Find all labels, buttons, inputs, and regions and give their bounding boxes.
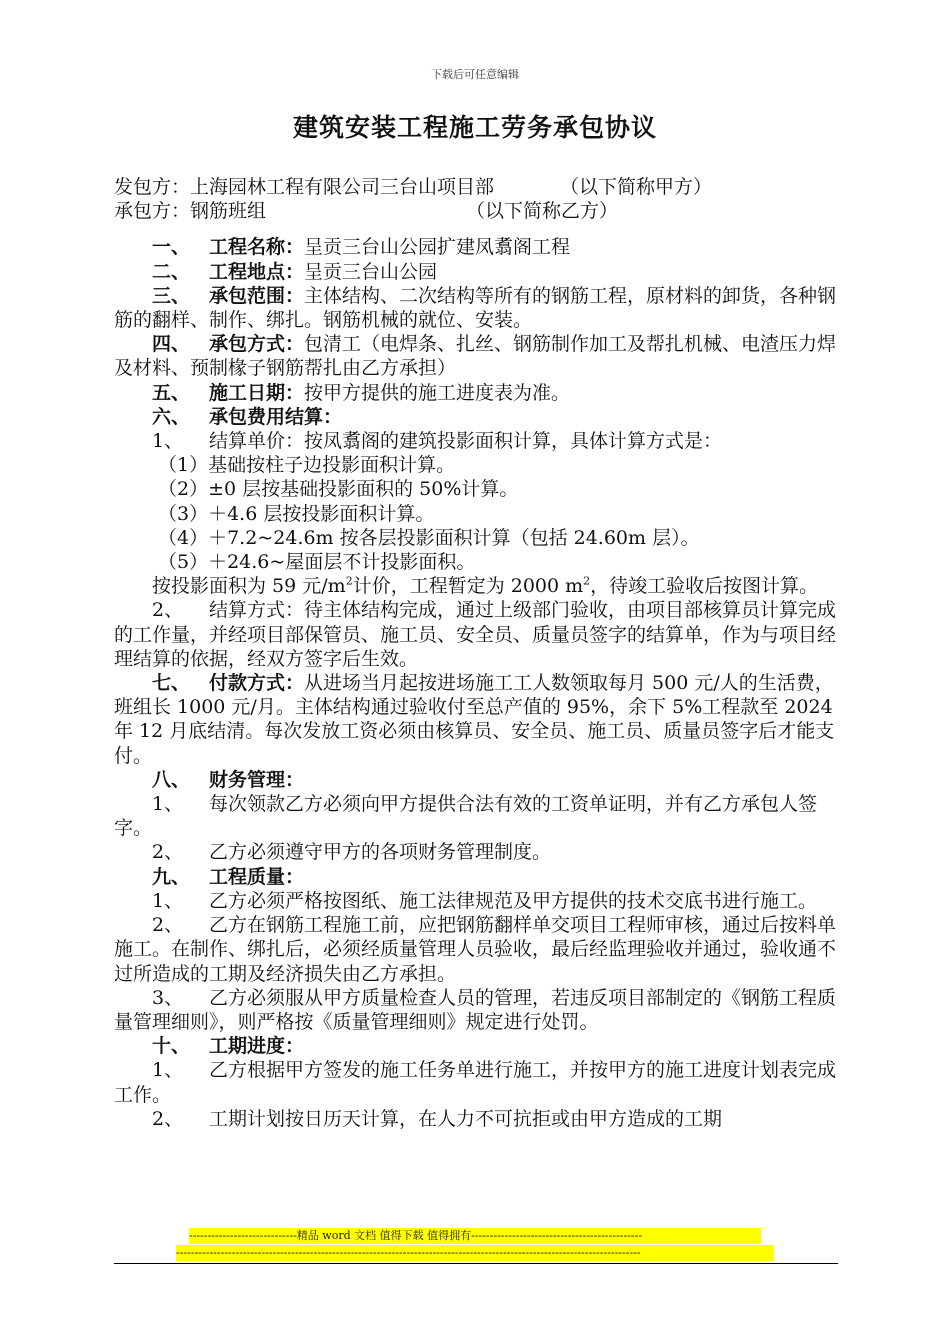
item-text: 乙方必须严格按图纸、施工法律规范及甲方提供的技术交底书进行施工。 (209, 889, 818, 912)
item-text: 乙方必须遵守甲方的各项财务管理制度。 (209, 841, 552, 864)
party-a-line (114, 175, 838, 199)
item-text: 乙方在钢筋工程施工前，应把钢筋翻样单交项目工程师审核，通过后按料单施工。在制作、绑扎后，必须经质量管理人员验收，最后经监理验收并通过，验收通不过所造成的工期及经济损失由乙方承担。 (114, 914, 837, 985)
section-9-item-1 (114, 889, 838, 913)
section-heading: 承包方式： (209, 333, 305, 356)
section-9-item-3 (114, 986, 838, 1034)
price-text-a: 按投影面积为 59 元/m (152, 575, 346, 598)
section-6-item-2 (114, 598, 838, 671)
section-number: 一、 (152, 236, 191, 259)
section-heading: 施工日期： (209, 381, 305, 404)
section-heading: 财务管理： (209, 768, 305, 791)
section-9-item-2 (114, 913, 838, 986)
section-number: 七、 (152, 672, 191, 695)
section-text: 呈贡三台山公园 (304, 260, 438, 283)
section-6-sub-3: （3）＋4.6 层按投影面积计算。 (158, 502, 435, 525)
section-text: 从进场当月起按进场施工工人数领取每月 500 元/人的生活费，班组长 1000 元/月。主体结构通过验收付至总产值的 95%，余下 5%工程款至 2024 年 12 月底结清。每次发放工资必须由核算员、安全员、施工员、质量员签字后才能支付。 (114, 672, 835, 767)
section-heading: 工程地点： (209, 260, 305, 283)
section-6-price (114, 574, 838, 598)
party-a-note: （以下简称甲方） (560, 176, 713, 198)
section-heading: 工程名称： (209, 236, 305, 259)
party-b-note: （以下简称乙方） (466, 200, 619, 223)
section-10-item-1 (114, 1058, 838, 1106)
price-text-c: ，待竣工验收后按图计算。 (590, 575, 819, 598)
section-heading: 工期进度： (209, 1035, 305, 1058)
section-6-sub-5: （5）＋24.6~屋面层不计投影面积。 (158, 551, 476, 574)
section-number: 四、 (152, 333, 191, 356)
section-number: 八、 (152, 768, 191, 791)
section-7 (114, 671, 838, 768)
section-6-sub-4: （4）＋7.2~24.6m 按各层投影面积计算（包括 24.60m 层）。 (158, 526, 700, 549)
section-text: 呈贡三台山公园扩建凤翥阁工程 (304, 236, 571, 259)
section-6-item-1 (114, 429, 838, 453)
section-6-sub-2: （2）±0 层按基础投影面积的 50%计算。 (158, 478, 519, 501)
item-number: 2、 (152, 599, 184, 622)
item-number: 1、 (152, 1059, 184, 1082)
section-10 (114, 1034, 838, 1058)
item-text: 乙方必须服从甲方质量检查人员的管理，若违反项目部制定的《钢筋工程质量管理细则》，则严格按《质量管理细则》规定进行处罚。 (114, 986, 837, 1033)
section-4 (114, 332, 838, 380)
section-heading: 付款方式： (209, 672, 305, 695)
document-title: 建筑安装工程施工劳务承包协议 (292, 113, 657, 142)
party-b: 承包方：钢筋班组 (114, 200, 267, 223)
section-5 (114, 381, 838, 405)
section-number: 五、 (152, 381, 191, 404)
section-6-sub-1: （1）基础按柱子边投影面积计算。 (158, 454, 456, 477)
section-10-item-2 (114, 1107, 838, 1131)
superscript: 2 (583, 574, 591, 588)
item-number: 1、 (152, 430, 184, 453)
document-body (114, 175, 838, 1131)
item-text: 结算单价：按凤翥阁的建筑投影面积计算，具体计算方式是： (209, 430, 723, 453)
footer-watermark-line-1: -----------------------------精品 word 文档 值得下载 值得拥有---------------------------------------------- (189, 1228, 761, 1244)
party-a: 发包方：上海园林工程有限公司三台山项目部 (114, 176, 495, 198)
footer-rule (114, 1263, 838, 1264)
item-number: 2、 (152, 1107, 184, 1130)
footer-watermark-line-2: ----------------------------------------------------------------------------------------------------------------------------- (176, 1245, 774, 1261)
header-note: 下载后可任意编辑 (431, 68, 519, 81)
section-6 (114, 405, 838, 429)
section-3 (114, 284, 838, 332)
item-text: 每次领款乙方必须向甲方提供合法有效的工资单证明，并有乙方承包人签字。 (114, 793, 818, 840)
item-number: 1、 (152, 793, 184, 816)
section-heading: 工程质量： (209, 865, 305, 888)
section-number: 十、 (152, 1035, 191, 1058)
party-b-line (114, 199, 838, 223)
item-text: 结算方式：待主体结构完成，通过上级部门验收，由项目部核算员计算完成的工作量，并经项目部保管员、施工员、安全员、质量员签字的结算单，作为与项目经理结算的依据，经双方签字后生效。 (114, 599, 837, 670)
item-text: 乙方根据甲方签发的施工任务单进行施工，并按甲方的施工进度计划表完成工作。 (114, 1059, 837, 1106)
section-number: 二、 (152, 260, 191, 283)
item-text: 工期计划按日历天计算，在人力不可抗拒或由甲方造成的工期 (209, 1107, 723, 1130)
item-number: 3、 (152, 986, 184, 1009)
section-number: 九、 (152, 865, 191, 888)
section-text: 主体结构、二次结构等所有的钢筋工程，原材料的卸货，各种钢筋的翻样、制作、绑扎。钢筋机械的就位、安装。 (114, 284, 837, 332)
section-2 (114, 260, 838, 284)
section-8-item-1 (114, 792, 838, 840)
section-text: 包清工（电焊条、扎丝、钢筋制作加工及帮扎机械、电渣压力焊及材料、预制椽子钢筋帮扎由乙方承担） (114, 333, 837, 380)
price-text-b: 计价，工程暂定为 2000 m (352, 575, 584, 598)
section-number: 六、 (152, 405, 191, 428)
section-number: 三、 (152, 284, 191, 307)
item-number: 2、 (152, 914, 184, 937)
item-number: 1、 (152, 889, 184, 912)
superscript: 2 (345, 574, 353, 588)
section-heading: 承包范围： (209, 284, 305, 307)
section-9 (114, 865, 838, 889)
section-8 (114, 768, 838, 792)
section-1 (114, 235, 838, 259)
section-text: 按甲方提供的施工进度表为准。 (304, 381, 571, 404)
section-8-item-2 (114, 840, 838, 864)
item-number: 2、 (152, 841, 184, 864)
section-heading: 承包费用结算： (209, 405, 343, 428)
